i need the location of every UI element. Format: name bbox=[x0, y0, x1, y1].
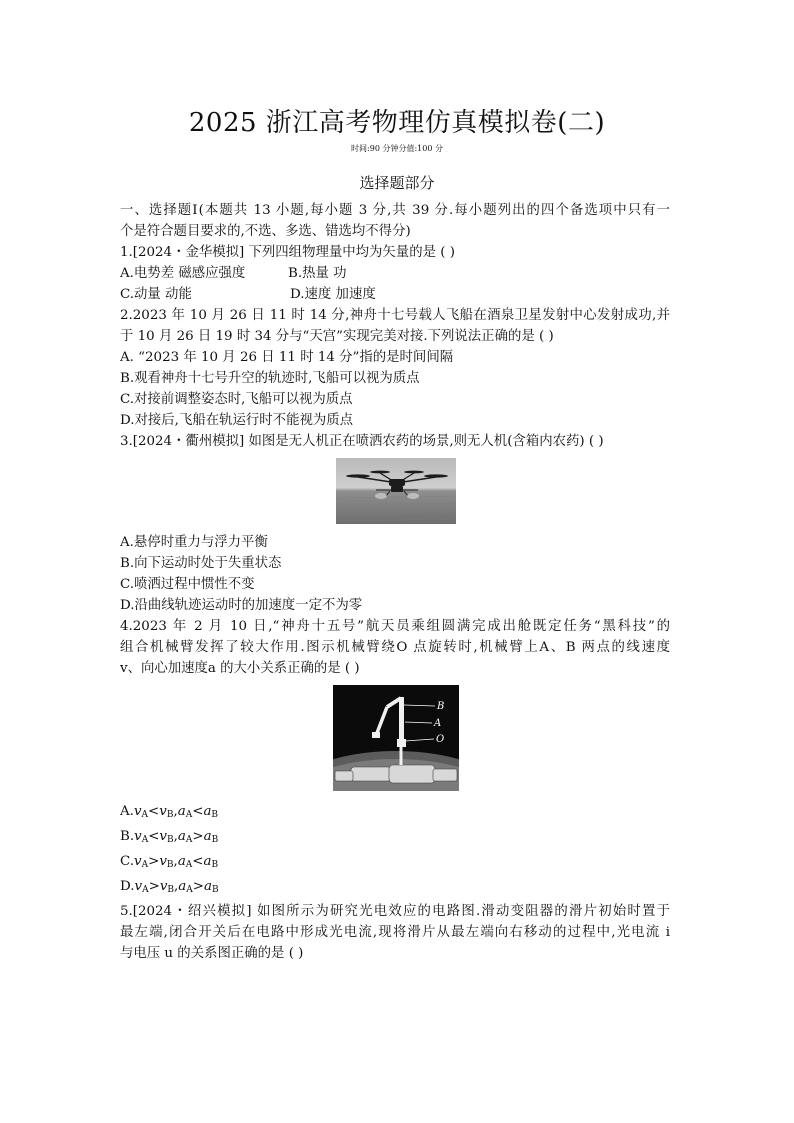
q4-option-b: $B.v_A<v_B,a_A>a_B$ bbox=[120, 829, 219, 845]
q1-option-d: D.速度 加速度 bbox=[290, 287, 376, 302]
label-b: B bbox=[437, 701, 445, 712]
q4-option-a: $A.v_A<v_B,a_A<a_B$ bbox=[120, 804, 219, 820]
q5-stem-line-2: 最左端,闭合开关后在电路中形成光电流,现将滑片从最左端向右移动的过程中,光电流 i bbox=[120, 925, 670, 940]
q4-option-c: $C.v_A>v_B,a_A<a_B$ bbox=[120, 854, 219, 870]
q2-option-c: C.对接前调整姿态时,飞船可以视为质点 bbox=[120, 392, 353, 407]
q4-stem-line-3: v、向心加速度a 的大小关系正确的是 ( ) bbox=[120, 661, 360, 676]
q2-stem-line-1: 2.2023 年 10 月 26 日 11 时 14 分,神舟十七号载人飞船在酒泉卫星发射中心发射成功,并 bbox=[120, 308, 670, 323]
q2-option-d: D.对接后,飞船在轨运行时不能视为质点 bbox=[120, 413, 354, 428]
q1-option-b: B.热量 功 bbox=[288, 266, 347, 281]
drone-spraying-photo bbox=[336, 458, 456, 524]
q3-option-b: B.向下运动时处于失重状态 bbox=[120, 556, 282, 571]
q1-options-row-1 bbox=[120, 263, 670, 284]
q2-stem-line-2: 于 10 月 26 日 19 时 34 分与“天宫”实现完美对接.下列说法正确的是 ( ) bbox=[120, 329, 554, 344]
exam-time-score: 时间:90 分钟分值:100 分 bbox=[351, 144, 443, 153]
label-a: A bbox=[434, 718, 442, 729]
q3-stem: 3.[2024・衢州模拟] 如图是无人机正在喷洒农药的场景,则无人机(含箱内农药) ( ) bbox=[120, 434, 604, 449]
page-title: 2025 浙江高考物理仿真模拟卷(二) bbox=[188, 108, 606, 138]
q4-stem-line-2: 组合机械臂发挥了较大作用.图示机械臂绕O 点旋转时,机械臂上A、B 两点的线速度 bbox=[120, 640, 670, 655]
q5-stem-line-3: 与电压 u 的关系图正确的是 ( ) bbox=[120, 946, 304, 961]
q3-option-c: C.喷洒过程中惯性不变 bbox=[120, 577, 255, 592]
q4-option-d: $D.v_A>v_B,a_A>a_B$ bbox=[120, 879, 219, 895]
q4-stem-line-1: 4.2023 年 2 月 10 日,“神舟十五号”航天员乘组圆满完成出舱既定任务“黑科技”的 bbox=[120, 619, 670, 634]
q3-option-d: D.沿曲线轨迹运动时的加速度一定不为零 bbox=[120, 598, 363, 613]
section-instructions-line-1: 一、选择题Ⅰ(本题共 13 小题,每小题 3 分,共 39 分.每小题列出的四个备选项中只有一 bbox=[120, 203, 670, 218]
q1-options-row-2 bbox=[120, 284, 670, 305]
question-content bbox=[120, 200, 670, 964]
section-instructions-line-2: 个是符合题目要求的,不选、多选、错选均不得分) bbox=[120, 224, 411, 239]
q1-option-a: A.电势差 磁感应强度 bbox=[120, 266, 246, 281]
q2-option-b: B.观看神舟十七号升空的轨迹时,飞船可以视为质点 bbox=[120, 371, 420, 386]
label-o: O bbox=[436, 734, 445, 745]
q2-option-a: A. “2023 年 10 月 26 日 11 时 14 分”指的是时间间隔 bbox=[120, 350, 454, 365]
section-heading: 选择题部分 bbox=[359, 174, 435, 192]
q1-option-c: C.动量 动能 bbox=[120, 287, 192, 302]
q5-stem-line-1: 5.[2024・绍兴模拟] 如图所示为研究光电效应的电路图.滑动变阻器的滑片初始时置于 bbox=[120, 904, 670, 919]
q1-stem: 1.[2024・金华模拟] 下列四组物理量中均为矢量的是 ( ) bbox=[120, 245, 455, 260]
q3-option-a: A.悬停时重力与浮力平衡 bbox=[120, 535, 268, 550]
robotic-arm-photo bbox=[333, 685, 459, 791]
